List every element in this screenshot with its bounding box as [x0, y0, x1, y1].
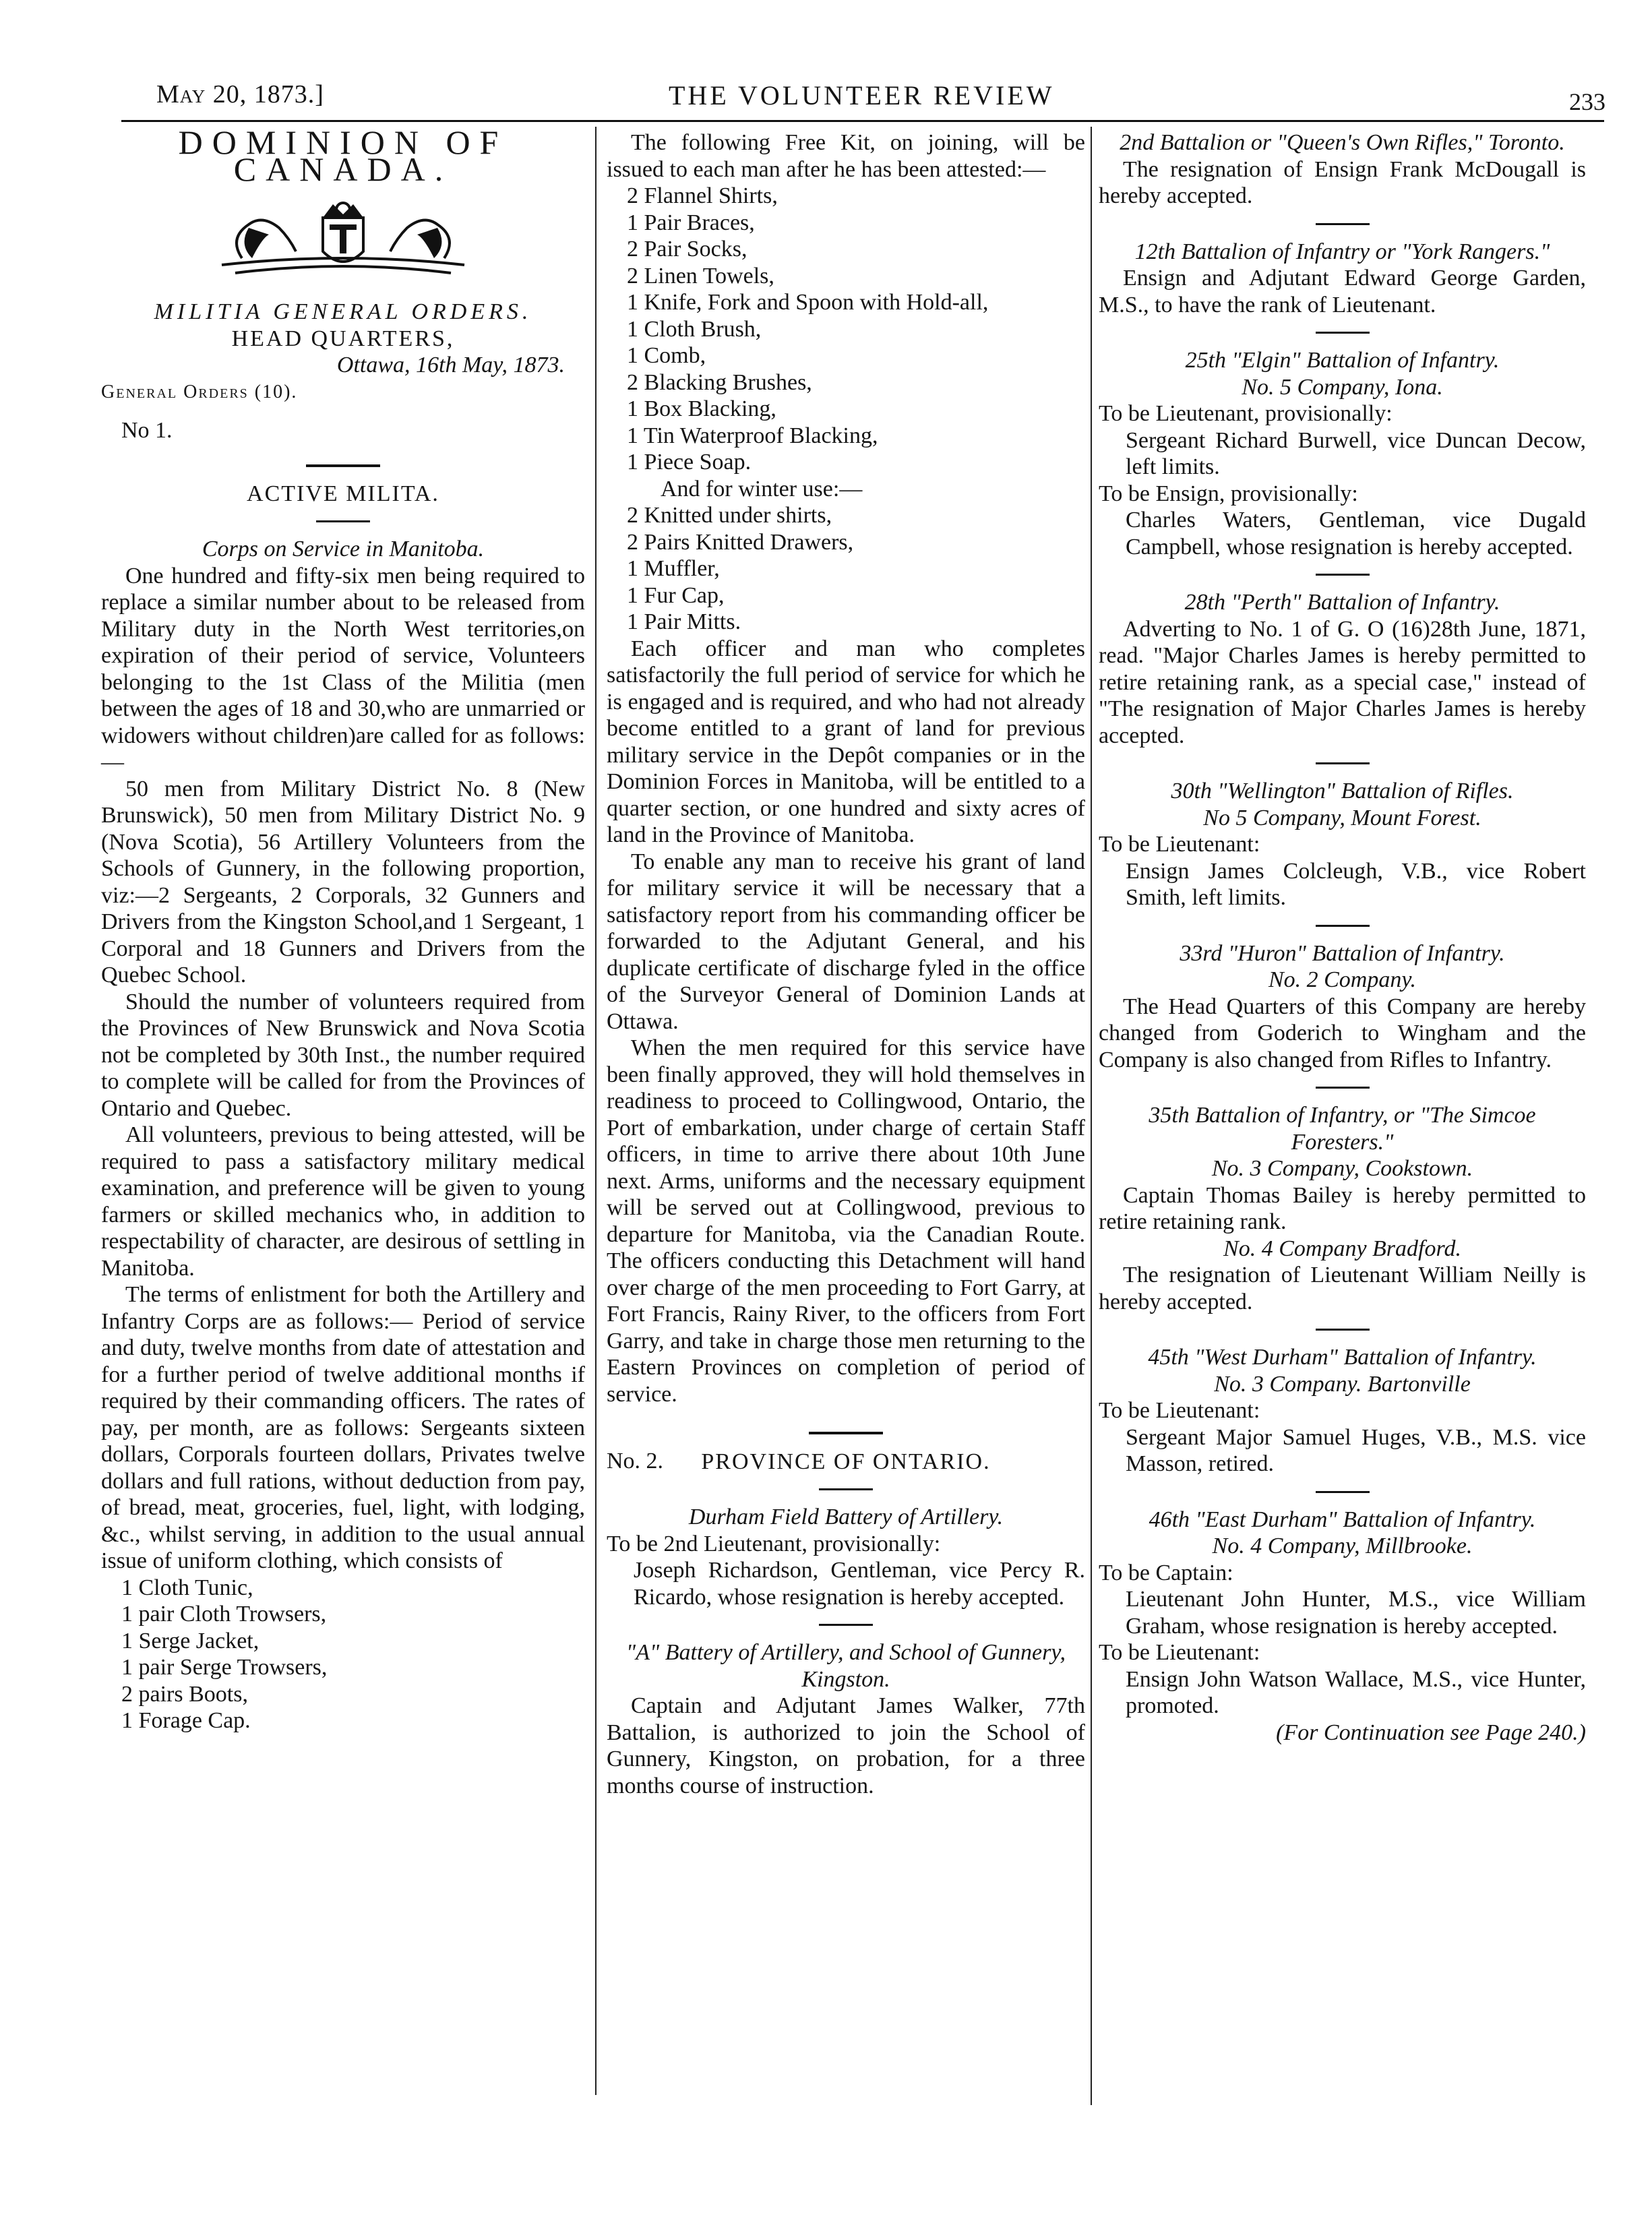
- free-kit-intro: The following Free Kit, on joining, will be issued to each man after he has been attested:—: [607, 130, 1085, 182]
- para-grant-procedure: To enable any man to receive his grant of land for military service it will be necessary that a satisfactory report from his commanding officer be forwarded to the Adjutant General, and his duplicate certificate of discharge fyled in the office of the Surveyor General of Dominion Lands at Ottawa.: [607, 849, 1085, 1034]
- battalion-45-company: No. 3 Company. Bartonville: [1214, 1371, 1471, 1397]
- general-orders-number: General Orders (10).: [101, 381, 298, 402]
- order-no-2: No. 2.: [607, 1449, 664, 1474]
- battalion-25-ensign: Charles Waters, Gentleman, vice Dugald Campbell, whose resignation is hereby accepted.: [1126, 508, 1586, 559]
- winter-item: 1 Muffler,: [627, 556, 720, 581]
- kit-item: 2 Flannel Shirts,: [627, 183, 778, 208]
- province-heading: PROVINCE OF ONTARIO.: [701, 1449, 991, 1474]
- winter-item: 2 Pairs Knitted Drawers,: [627, 529, 854, 555]
- battalion-33-company: No. 2 Company.: [1268, 967, 1417, 992]
- continuation-note: (For Continuation see Page 240.): [1276, 1720, 1586, 1745]
- para-replacement: One hundred and fifty-six men being required to replace a similar number about to be released from Military duty in the North West territories,on expiration of their period of service, Volunteers belonging to the 1st Class of the Militia (men between the ages of 18 and 30,who are unmarried or widowers without children)are called for as follows:—: [101, 563, 585, 775]
- a-battery-appointment: Captain and Adjutant James Walker, 77th Battalion, is authorized to join the School of Gunnery, Kingston, on probation, for a three months course of instruction.: [607, 1693, 1085, 1798]
- durham-appointment: Joseph Richardson, Gentleman, vice Percy R. Ricardo, whose resignation is hereby accepted.: [634, 1558, 1085, 1610]
- battalion-46-lieutenant-label: To be Lieutenant:: [1099, 1640, 1260, 1665]
- durham-battery-heading: Durham Field Battery of Artillery.: [688, 1505, 1004, 1529]
- battalion-46-captain-label: To be Captain:: [1099, 1560, 1233, 1585]
- kit-item: 1 Knife, Fork and Spoon with Hold-all,: [627, 290, 989, 315]
- battalion-33-heading: 33rd "Huron" Battalion of Infantry.: [1180, 940, 1505, 966]
- battalion-25-lieutenant: Sergeant Richard Burwell, vice Duncan Decow, left limits.: [1126, 427, 1586, 479]
- clothing-item: 1 Serge Jacket,: [121, 1628, 259, 1653]
- newspaper-title: THE VOLUNTEER REVIEW: [669, 80, 1055, 111]
- corps-heading: Corps on Service in Manitoba.: [202, 537, 485, 561]
- battalion-25-heading: 25th "Elgin" Battalion of Infantry.: [1185, 348, 1500, 373]
- para-embarkation: When the men required for this service have been finally approved, they will hold themselves in readiness to proceed to Collingwood, Ontario, the Port of embarkation, under charge of certain Staff officers, in time to arrive there about 10th June next. Arms, uniforms and the necessary equipment will be served out at Collingwood, previous to departure for Manitoba, via the Canadian Route. The officers conducting this Detachment will hand over charge of the men proceeding to Fort Garry, at Fort Francis, Rainy River, to the officers from Fort Garry, and take in charge those men returning to the Eastern Provinces on completion of period of service.: [607, 1035, 1085, 1407]
- winter-item: 1 Fur Cap,: [627, 582, 725, 608]
- para-districts: 50 men from Military District No. 8 (New Brunswick), 50 men from Military District No. 9 (Nova Scotia), 56 Artillery Volunteers from the Schools of Gunnery, in the following proportion, viz:—2 Sergeants, 2 Corporals, 32 Gunners and Drivers from the Kingston School,and 1 Sergeant, 1 Corporal and 18 Gunners and Drivers from the Quebec School.: [101, 776, 585, 988]
- battalion-33-order: The Head Quarters of this Company are hereby changed from Goderich to Wingham and the Company is also changed from Rifles to Infantry.: [1099, 994, 1586, 1072]
- column-divider-1: [595, 127, 596, 2095]
- battalion-25-ensign-label: To be Ensign, provisionally:: [1099, 481, 1358, 506]
- battalion-35-company-4: No. 4 Company Bradford.: [1223, 1236, 1461, 1261]
- kit-item: 1 Tin Waterproof Blacking,: [627, 423, 878, 448]
- kit-item: 1 Piece Soap.: [627, 450, 752, 475]
- winter-item: 1 Pair Mitts.: [627, 609, 741, 634]
- a-battery-heading: "A" Battery of Artillery, and School of Gunnery, Kingston.: [625, 1640, 1066, 1692]
- winter-item: 2 Knitted under shirts,: [627, 503, 832, 528]
- clothing-item: 1 Cloth Tunic,: [121, 1575, 253, 1600]
- battalion-45-lieutenant: Sergeant Major Samuel Huges, V.B., M.S. vice Masson, retired.: [1126, 1424, 1586, 1476]
- durham-to-be: To be 2nd Lieutenant, provisionally:: [607, 1531, 941, 1556]
- kit-item: 1 Comb,: [627, 343, 706, 368]
- battalion-30-lieutenant: Ensign James Colcleugh, V.B., vice Robert Smith, left limits.: [1126, 858, 1586, 910]
- battalion-28-heading: 28th "Perth" Battalion of Infantry.: [1184, 590, 1500, 615]
- battalion-25-company: No. 5 Company, Iona.: [1242, 374, 1443, 400]
- militia-general-orders: MILITIA GENERAL ORDERS.: [154, 299, 532, 324]
- battalion-35-heading: 35th Battalion of Infantry, or "The Simcoe Foresters.": [1149, 1103, 1536, 1155]
- kit-item: 2 Linen Towels,: [627, 263, 774, 288]
- battalion-2-heading: 2nd Battalion or "Queen's Own Rifles," Toronto.: [1120, 130, 1565, 155]
- order-no-1: No 1.: [121, 418, 173, 443]
- kit-item: 2 Pair Socks,: [627, 237, 747, 262]
- page-number: 233: [1569, 88, 1605, 115]
- battalion-30-lieutenant-label: To be Lieutenant:: [1099, 832, 1260, 857]
- battalion-30-company: No 5 Company, Mount Forest.: [1203, 805, 1481, 830]
- place-date: Ottawa, 16th May, 1873.: [336, 353, 565, 377]
- battalion-35-order-4: The resignation of Lieutenant William Neilly is hereby accepted.: [1099, 1263, 1586, 1314]
- battalion-28-order: Adverting to No. 1 of G. O (16)28th June, 1871, read. "Major Charles James is hereby permitted to retire retaining rank, as a special case," instead of "The resignation of Major Charles James is hereby accepted.: [1099, 616, 1586, 748]
- battalion-46-captain: Lieutenant John Hunter, M.S., vice William Graham, whose resignation is hereby accepted.: [1126, 1587, 1586, 1639]
- issue-date: May 20, 1873.]: [156, 80, 324, 109]
- para-land-grant: Each officer and man who completes satisfactorily the full period of service for which he is engaged and is required, and who had not already become entitled to a grant of land for previous military service in the Depôt companies or in the Dominion Forces in Manitoba, will be entitled to a quarter section, or one hundred and sixty acres of land in the Province of Manitoba.: [607, 636, 1085, 847]
- battalion-35-order-3: Captain Thomas Bailey is hereby permitted to retire retaining rank.: [1099, 1182, 1586, 1234]
- kit-item: 2 Blacking Brushes,: [627, 369, 812, 395]
- winter-intro: And for winter use:—: [661, 476, 863, 502]
- clothing-item: 1 pair Serge Trowsers,: [121, 1655, 328, 1680]
- battalion-12-heading: 12th Battalion of Infantry or "York Rangers.": [1134, 239, 1550, 264]
- head-quarters: HEAD QUARTERS,: [231, 326, 455, 351]
- page-header: [156, 73, 1605, 120]
- battalion-46-heading: 46th "East Durham" Battalion of Infantry.: [1149, 1507, 1536, 1532]
- clothing-item: 1 pair Cloth Trowsers,: [121, 1602, 327, 1627]
- royal-coat-of-arms-icon: [215, 198, 471, 278]
- battalion-2-order: The resignation of Ensign Frank McDougall is hereby accepted.: [1099, 156, 1586, 208]
- kit-item: 1 Pair Braces,: [627, 210, 755, 235]
- battalion-46-lieutenant: Ensign John Watson Wallace, M.S., vice Hunter, promoted.: [1126, 1666, 1586, 1718]
- clothing-item: 2 pairs Boots,: [121, 1681, 248, 1707]
- battalion-25-lieutenant-label: To be Lieutenant, provisionally:: [1099, 401, 1393, 426]
- battalion-30-heading: 30th "Wellington" Battalion of Rifles.: [1171, 779, 1514, 803]
- active-militia-heading: ACTIVE MILITA.: [247, 481, 439, 506]
- para-enlistment-terms: The terms of enlistment for both the Artillery and Infantry Corps are as follows:— Period of service and duty, twelve months from date of attestation and for a further period of twelve additional months if required by their commanding officers. The rates of pay, per month, are as follows: Sergeants sixteen dollars, Corporals fourteen dollars, Privates twelve dollars and full rations, without deduction from pay, of bread, meat, groceries, fuel, light, with lodging, &c., whilst serving, in addition to the usual annual issue of uniform clothing, which consists of: [101, 1282, 585, 1573]
- header-rule: [121, 120, 1604, 122]
- dominion-heading: DOMINION OF CANADA.: [178, 123, 508, 188]
- para-volunteers: All volunteers, previous to being attested, will be required to pass a satisfactory military medical examination, and preference will be given to young farmers or skilled mechanics who, in addition to respectability of character, are desirous of settling in Manitoba.: [101, 1122, 585, 1281]
- kit-item: 1 Cloth Brush,: [627, 316, 762, 342]
- kit-item: 1 Box Blacking,: [627, 396, 776, 421]
- column-3: [1099, 129, 1586, 2102]
- column-2: [607, 129, 1085, 2102]
- battalion-12-order: Ensign and Adjutant Edward George Garden, M.S., to have the rank of Lieutenant.: [1099, 266, 1586, 317]
- battalion-35-company-3: No. 3 Company, Cookstown.: [1211, 1156, 1473, 1181]
- battalion-46-company: No. 4 Company, Millbrooke.: [1212, 1533, 1473, 1558]
- clothing-item: 1 Forage Cap.: [121, 1708, 251, 1733]
- para-completion: Should the number of volunteers required from the Provinces of New Brunswick and Nova Scotia not be completed by 30th Inst., the number required to complete will be called for from the Provinces of Ontario and Quebec.: [101, 989, 585, 1121]
- battalion-45-heading: 45th "West Durham" Battalion of Infantry.: [1148, 1345, 1537, 1370]
- battalion-45-lieutenant-label: To be Lieutenant:: [1099, 1398, 1260, 1423]
- column-divider-2: [1091, 127, 1092, 2105]
- column-1: [101, 123, 585, 2102]
